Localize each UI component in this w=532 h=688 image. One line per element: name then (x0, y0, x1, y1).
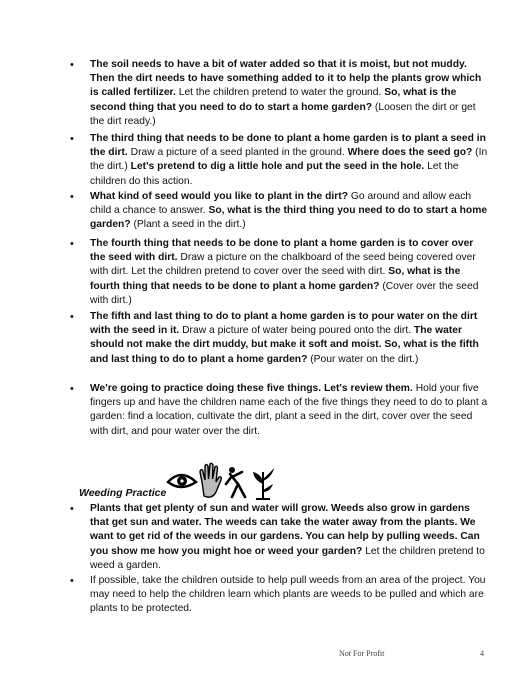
bold-text: The fourth thing that needs to be done to plant a home garden is to cover over the seed with dirt. (90, 238, 474, 264)
list-item (70, 502, 488, 573)
bullet: • (70, 238, 74, 250)
bold-text: Plants that get plenty of sun and water will grow. Weeds also grow in gardens that get sun and water. The weeds can take the water away from the plants. We want to get rid of the weeds in our gardens. You can help by pulling weeds. Can you show me how you might hoe or weed your garden? (90, 503, 480, 557)
bold-text: So, what is the second thing that you need to do to start a home garden? (90, 87, 457, 113)
stretching-person-icon (226, 467, 245, 497)
list-item-text (90, 191, 487, 230)
plain-text: (Plant a seed in the dirt.) (130, 219, 246, 231)
bold-text: So, what is the third thing you need to do to start a home garden? (90, 205, 488, 231)
bold-text: What kind of seed would you like to plant in the dirt? (90, 191, 348, 202)
plain-text: (Pour water on the dirt.) (307, 353, 419, 365)
bullet: • (70, 503, 74, 515)
list-item-text (90, 383, 487, 437)
bullet: • (70, 133, 74, 145)
hand-icon (200, 463, 221, 497)
list-item-text (90, 59, 481, 127)
list-item-text (90, 575, 486, 614)
list-item-text (90, 503, 485, 571)
page-number: 4 (480, 649, 484, 658)
list-item (70, 382, 488, 439)
list-item (70, 190, 488, 233)
footer-label: Not For Profit (339, 649, 385, 658)
list-item-text (90, 311, 479, 365)
plain-text: If possible, take the children outside to help pull weeds from an area of the project. You may need to help the children learn which plants are weeds to be pulled and which are plants to be protected. (90, 575, 486, 615)
plain-text: Draw a picture of a seed planted in the ground. (127, 147, 348, 159)
bullet: • (70, 575, 74, 587)
plain-text: Let the children do this action. (90, 161, 459, 187)
plain-text: Go around and allow each child a chance to answer. (90, 191, 472, 217)
bullet: • (70, 383, 74, 395)
list-item-text (90, 238, 478, 306)
bold-text: The soil needs to have a bit of water added so that it is moist, but not muddy. Then the dirt needs to have something added to it to help the plants grow which is called fertilizer. (90, 59, 482, 99)
bold-text: Let's pretend to dig a little hole and put the seed in the hole. (130, 161, 425, 173)
bullet: • (70, 191, 74, 203)
list-item (70, 132, 488, 189)
bold-text: So, what is the fourth thing that needs to be done to plant a home garden? (90, 266, 461, 292)
plain-text: Draw a picture on the chalkboard of the seed being covered over with dirt. Let the children pretend to cover over the seed with dirt. (90, 252, 476, 278)
bold-text: Where does the seed go? (347, 147, 473, 159)
list-item (70, 574, 488, 617)
bold-text: The fifth and last thing to do to plant a home garden is to pour water on the dirt with the seed in it. (90, 311, 478, 337)
plain-text: (In the dirt.) (90, 147, 488, 173)
list-item-text (90, 133, 487, 187)
plain-text: (Cover over the seed with dirt.) (90, 280, 479, 306)
plain-text: Draw a picture of water being poured onto the dirt. (179, 325, 414, 337)
bold-text: The third thing that needs to be done to plant a home garden is to plant a seed in the dirt. (90, 133, 486, 159)
plain-text: (Loosen the dirt or get the dirt ready.) (90, 101, 476, 127)
eye-icon (168, 475, 196, 487)
section-title-weeding-practice: Weeding Practice (79, 487, 167, 499)
plain-text: Let the children pretend to water the ground. (175, 87, 385, 99)
plain-text: Hold your five fingers up and have the children name each of the five things they need to do to plant a garden: find a location, cultivate the dirt, plant a seed in the dirt, cover over the seed with dirt, and pour water over the dirt. (90, 383, 488, 437)
bullet: • (70, 59, 74, 71)
list-item (70, 310, 488, 367)
plain-text: Let the children pretend to weed a garden. (90, 545, 485, 571)
bold-text: The water should not make the dirt muddy, but make it soft and moist. So, what is the fifth and last thing to do to plant a home garden? (90, 325, 479, 365)
bold-text: We're going to practice doing these five things. Let's review them. (90, 383, 413, 394)
list-item (70, 58, 488, 129)
list-item (70, 237, 488, 308)
bullet: • (70, 311, 74, 323)
clipart-icons (166, 460, 276, 500)
sprout-icon (253, 468, 274, 499)
